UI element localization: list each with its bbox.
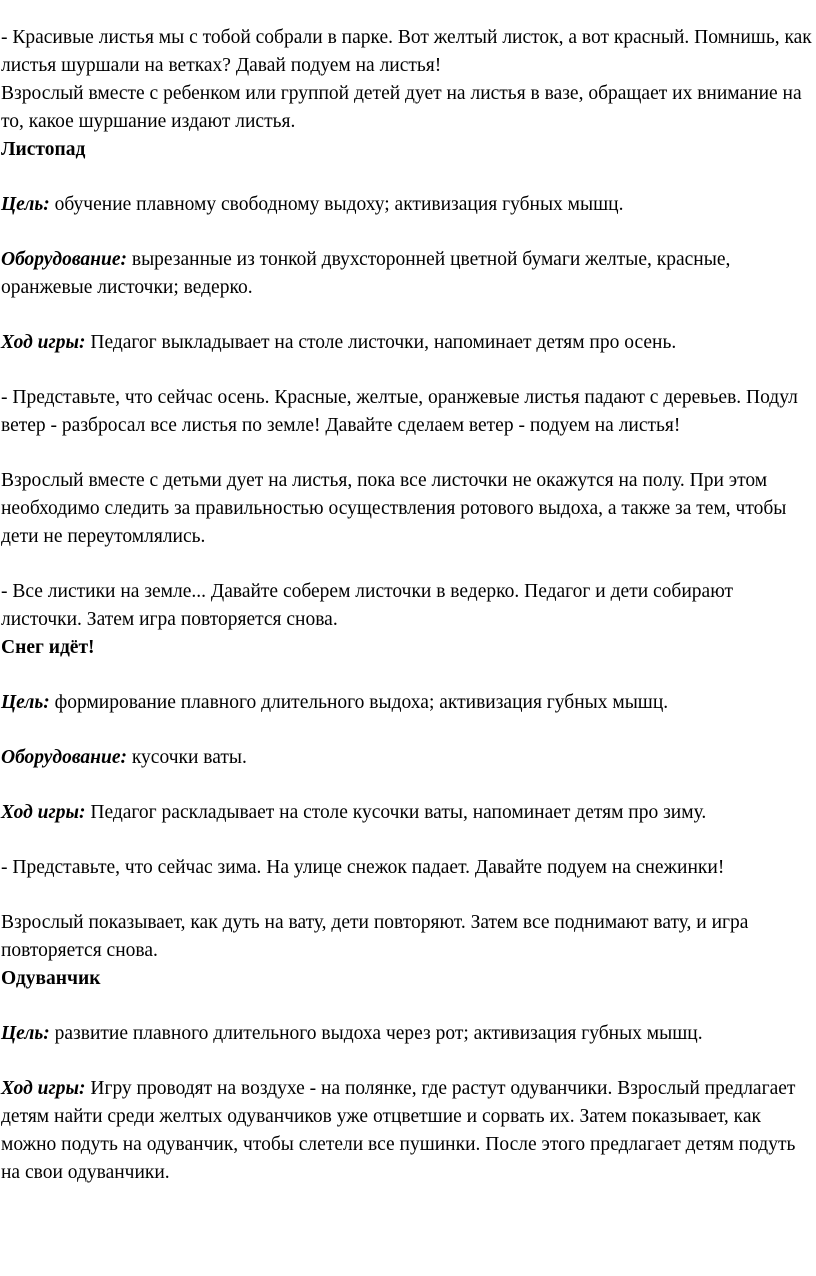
- equipment-paragraph: [1, 744, 815, 772]
- body-paragraph: Взрослый показывает, как дуть на вату, дети повторяют. Затем все поднимают вату, и игра повторяется снова.: [1, 912, 749, 961]
- goal-text: формирование плавного длительного выдоха; активизация губных мышц.: [49, 692, 669, 713]
- goal-label: Цель:: [1, 194, 50, 215]
- goal-label: Цель:: [1, 1023, 50, 1044]
- process-paragraph: [1, 799, 815, 827]
- process-text: Игру проводят на воздухе - на полянке, где растут одуванчики. Взрослый предлагает детям найти среди желтых одуванчиков уже отцветшие и сорвать их. Затем показывает, как можно подуть на одуванчик, чтобы слетели все пушинки. После этого предлагает детям подуть на свои одуванчики.: [1, 1078, 796, 1183]
- intro-paragraph-2: Взрослый вместе с ребенком или группой детей дует на листья в вазе, обращает их внимание на то, какое шуршание издают листья.: [1, 83, 802, 132]
- section-title-oduvanchik: Одуванчик: [1, 968, 101, 989]
- equipment-text: вырезанные из тонкой двухсторонней цветной бумаги желтые, красные, оранжевые листочки; ведерко.: [1, 249, 731, 298]
- goal-paragraph: [1, 191, 815, 219]
- process-paragraph: [1, 1075, 815, 1187]
- process-label: Ход игры:: [1, 332, 86, 353]
- process-label: Ход игры:: [1, 802, 86, 823]
- section-title-sneg: Снег идёт!: [1, 637, 95, 658]
- goal-paragraph: [1, 689, 815, 717]
- goal-text: развитие плавного длительного выдоха через рот; активизация губных мышц.: [49, 1023, 703, 1044]
- body-paragraph: Взрослый вместе с детьми дует на листья, пока все листочки не окажутся на полу. При этом необходимо следить за правильностью осуществления ротового выдоха, а также за тем, чтобы дети не переутомлялись.: [1, 470, 787, 547]
- equipment-label: Оборудование:: [1, 747, 127, 768]
- goal-label: Цель:: [1, 692, 50, 713]
- goal-text: обучение плавному свободному выдоху; активизация губных мышц.: [49, 194, 624, 215]
- process-text: Педагог раскладывает на столе кусочки ваты, напоминает детям про зиму.: [85, 802, 707, 823]
- equipment-paragraph: [1, 246, 815, 302]
- body-paragraph: - Все листики на земле... Давайте соберем листочки в ведерко. Педагог и дети собирают листочки. Затем игра повторяется снова.: [1, 581, 734, 630]
- process-paragraph: [1, 329, 815, 357]
- section-title-listopad: Листопад: [1, 139, 86, 160]
- equipment-text: кусочки ваты.: [126, 747, 247, 768]
- process-text: Педагог выкладывает на столе листочки, напоминает детям про осень.: [85, 332, 677, 353]
- process-label: Ход игры:: [1, 1078, 86, 1099]
- equipment-label: Оборудование:: [1, 249, 127, 270]
- body-paragraph: - Представьте, что сейчас осень. Красные, желтые, оранжевые листья падают с деревьев. Подул ветер - разбросал все листья по земле! Давайте сделаем ветер - подуем на листья!: [1, 387, 798, 436]
- intro-paragraph-1: - Красивые листья мы с тобой собрали в парке. Вот желтый листок, а вот красный. Помнишь, как листья шуршали на ветках? Давай подуем на листья!: [1, 27, 812, 76]
- goal-paragraph: [1, 1020, 815, 1048]
- body-paragraph: - Представьте, что сейчас зима. На улице снежок падает. Давайте подуем на снежинки!: [1, 857, 725, 878]
